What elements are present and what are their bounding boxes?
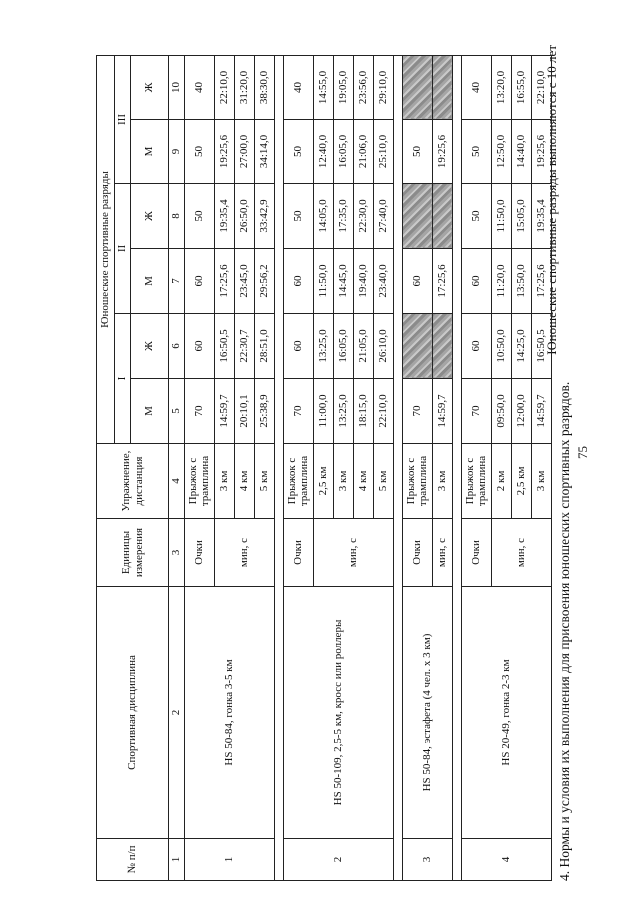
units-points-cell: Очки <box>461 519 491 587</box>
discipline-cell: HS 20-49, гонка 2-3 км <box>461 587 551 839</box>
header-rank-1-w: Ж <box>131 314 169 379</box>
header-num: № п/п <box>97 839 169 881</box>
value-cell: 26:50,0 <box>234 184 254 249</box>
value-cell: 60 <box>283 249 313 314</box>
value-cell: 60 <box>184 314 214 379</box>
value-cell: 14:45,0 <box>333 249 353 314</box>
value-cell: 23:40,0 <box>373 249 393 314</box>
value-cell: 11:00,0 <box>313 379 333 444</box>
value-cell: 60 <box>402 249 432 314</box>
exercise-cell: Прыжок с трамплина <box>184 444 214 519</box>
value-cell: 16:50,5 <box>214 314 234 379</box>
exercise-cell: 5 км <box>373 444 393 519</box>
value-cell: 60 <box>283 314 313 379</box>
value-cell: 13:50,0 <box>511 249 531 314</box>
header-discipline: Спортивная дисциплина <box>97 587 169 839</box>
discipline-cell: HS 50-109, 2,5-5 км, кросс или роллеры <box>283 587 393 839</box>
page-number: 75 <box>575 446 590 459</box>
value-cell: 34:14,0 <box>254 120 274 184</box>
value-cell: 22:10,0 <box>214 55 234 119</box>
value-cell: 40 <box>184 55 214 119</box>
value-cell: 29:10,0 <box>373 55 393 119</box>
shaded-cell <box>402 184 432 249</box>
value-cell: 50 <box>461 120 491 184</box>
section-number: 3 <box>402 839 452 881</box>
value-cell: 13:25,0 <box>313 314 333 379</box>
value-cell: 25:38,9 <box>254 379 274 444</box>
discipline-cell: HS 50-84, гонка 3-5 км <box>184 587 274 839</box>
section-number: 1 <box>184 839 274 881</box>
header-ranks-group: Юношеские спортивные разряды <box>97 55 115 443</box>
exercise-cell: Прыжок с трамплина <box>283 444 313 519</box>
value-cell: 22:10,0 <box>531 55 551 119</box>
age-note: Юношеские спортивные разряды выполняются с 10 лет <box>544 45 559 355</box>
section-gap-row <box>452 55 461 880</box>
section-gap <box>393 55 402 880</box>
exercise-cell: 4 км <box>353 444 373 519</box>
exercise-cell: 2,5 км <box>313 444 333 519</box>
table-row <box>402 55 432 880</box>
units-time-cell: мин, с <box>432 519 452 587</box>
shaded-cell <box>432 184 452 249</box>
value-cell: 26:10,0 <box>373 314 393 379</box>
units-points-cell: Очки <box>402 519 432 587</box>
value-cell: 23:45,0 <box>234 249 254 314</box>
col-number-cell: 3 <box>169 519 185 587</box>
units-points-cell: Очки <box>184 519 214 587</box>
value-cell: 60 <box>184 249 214 314</box>
value-cell: 70 <box>461 379 491 444</box>
value-cell: 11:20,0 <box>491 249 511 314</box>
value-cell: 17:25,6 <box>531 249 551 314</box>
table-row <box>184 55 214 880</box>
exercise-cell: 3 км <box>531 444 551 519</box>
value-cell: 19:25,6 <box>214 120 234 184</box>
header-rank-3-w: Ж <box>131 55 169 119</box>
exercise-cell: 2,5 км <box>511 444 531 519</box>
shaded-cell <box>402 314 432 379</box>
value-cell: 11:50,0 <box>491 184 511 249</box>
value-cell: 40 <box>461 55 491 119</box>
col-number-cell: 1 <box>169 839 185 881</box>
value-cell: 22:10,0 <box>373 379 393 444</box>
col-number-cell: 5 <box>169 379 185 444</box>
col-number-cell: 10 <box>169 55 185 119</box>
value-cell: 28:51,0 <box>254 314 274 379</box>
value-cell: 17:35,0 <box>333 184 353 249</box>
value-cell: 12:40,0 <box>313 120 333 184</box>
value-cell: 70 <box>283 379 313 444</box>
header-units: Единицы измерения <box>97 519 169 587</box>
section-gap <box>274 55 283 880</box>
value-cell: 17:25,6 <box>214 249 234 314</box>
value-cell: 17:25,6 <box>432 249 452 314</box>
header-rank-1: I <box>115 314 131 444</box>
value-cell: 14:59,7 <box>214 379 234 444</box>
value-cell: 14:25,0 <box>511 314 531 379</box>
value-cell: 19:40,0 <box>353 249 373 314</box>
exercise-cell: 3 км <box>214 444 234 519</box>
value-cell: 29:56,2 <box>254 249 274 314</box>
col-number-cell: 8 <box>169 184 185 249</box>
value-cell: 50 <box>461 184 491 249</box>
units-points-cell: Очки <box>283 519 313 587</box>
norms-table <box>96 55 552 881</box>
value-cell: 14:05,0 <box>313 184 333 249</box>
value-cell: 23:56,0 <box>353 55 373 119</box>
table-row <box>461 55 491 880</box>
value-cell: 33:42,9 <box>254 184 274 249</box>
value-cell: 19:35,4 <box>531 184 551 249</box>
value-cell: 18:15,0 <box>353 379 373 444</box>
section-number: 4 <box>461 839 551 881</box>
value-cell: 70 <box>184 379 214 444</box>
value-cell: 20:10,1 <box>234 379 254 444</box>
units-time-cell: мин, с <box>313 519 393 587</box>
value-cell: 70 <box>402 379 432 444</box>
section-number: 2 <box>283 839 393 881</box>
exercise-cell: Прыжок с трамплина <box>402 444 432 519</box>
value-cell: 50 <box>184 184 214 249</box>
units-time-cell: мин, с <box>214 519 274 587</box>
value-cell: 50 <box>283 120 313 184</box>
value-cell: 50 <box>283 184 313 249</box>
col-number-cell: 6 <box>169 314 185 379</box>
exercise-cell: 4 км <box>234 444 254 519</box>
value-cell: 38:30,0 <box>254 55 274 119</box>
value-cell: 12:50,0 <box>491 120 511 184</box>
section-gap <box>452 55 461 880</box>
value-cell: 50 <box>402 120 432 184</box>
exercise-cell: Прыжок с трамплина <box>461 444 491 519</box>
value-cell: 14:59,7 <box>531 379 551 444</box>
col-number-cell: 7 <box>169 249 185 314</box>
col-number-cell: 9 <box>169 120 185 184</box>
value-cell: 31:20,0 <box>234 55 254 119</box>
value-cell: 40 <box>283 55 313 119</box>
value-cell: 22:30,0 <box>353 184 373 249</box>
exercise-cell: 5 км <box>254 444 274 519</box>
table-caption: 4. Нормы и условия их выполнения для присвоения юношеских спортивных разрядов. <box>557 381 572 881</box>
value-cell: 13:20,0 <box>491 55 511 119</box>
shaded-cell <box>432 314 452 379</box>
value-cell: 22:30,7 <box>234 314 254 379</box>
header-rank-1-m: М <box>131 379 169 444</box>
value-cell: 19:35,4 <box>214 184 234 249</box>
value-cell: 27:40,0 <box>373 184 393 249</box>
header-rank-3-m: М <box>131 120 169 184</box>
exercise-cell: 3 км <box>333 444 353 519</box>
value-cell: 14:59,7 <box>432 379 452 444</box>
units-time-cell: мин, с <box>491 519 551 587</box>
value-cell: 11:50,0 <box>313 249 333 314</box>
value-cell: 60 <box>461 314 491 379</box>
table-row <box>283 55 313 880</box>
value-cell: 13:25,0 <box>333 379 353 444</box>
value-cell: 19:05,0 <box>333 55 353 119</box>
value-cell: 25:10,0 <box>373 120 393 184</box>
value-cell: 16:05,0 <box>333 314 353 379</box>
value-cell: 50 <box>184 120 214 184</box>
value-cell: 21:05,0 <box>353 314 373 379</box>
value-cell: 19:25,6 <box>531 120 551 184</box>
value-cell: 60 <box>461 249 491 314</box>
value-cell: 21:06,0 <box>353 120 373 184</box>
value-cell: 14:40,0 <box>511 120 531 184</box>
discipline-cell: HS 50-84, эстафета (4 чел. х 3 км) <box>402 587 452 839</box>
col-number-cell: 4 <box>169 444 185 519</box>
value-cell: 14:55,0 <box>313 55 333 119</box>
value-cell: 15:05,0 <box>511 184 531 249</box>
header-rank-2: II <box>115 184 131 314</box>
value-cell: 19:25,6 <box>432 120 452 184</box>
value-cell: 10:50,0 <box>491 314 511 379</box>
value-cell: 12:00,0 <box>511 379 531 444</box>
value-cell: 16:55,0 <box>511 55 531 119</box>
header-rank-3: III <box>115 55 131 183</box>
section-gap-row <box>393 55 402 880</box>
value-cell: 16:05,0 <box>333 120 353 184</box>
shaded-cell <box>402 55 432 119</box>
col-number-cell: 2 <box>169 587 185 839</box>
value-cell: 16:50,5 <box>531 314 551 379</box>
exercise-cell: 2 км <box>491 444 511 519</box>
section-gap-row <box>274 55 283 880</box>
shaded-cell <box>432 55 452 119</box>
exercise-cell: 3 км <box>432 444 452 519</box>
header-rank-2-w: Ж <box>131 184 169 249</box>
header-exercise: Упражнение, дистанция <box>97 444 169 519</box>
value-cell: 09:50,0 <box>491 379 511 444</box>
header-rank-2-m: М <box>131 249 169 314</box>
value-cell: 27:00,0 <box>234 120 254 184</box>
